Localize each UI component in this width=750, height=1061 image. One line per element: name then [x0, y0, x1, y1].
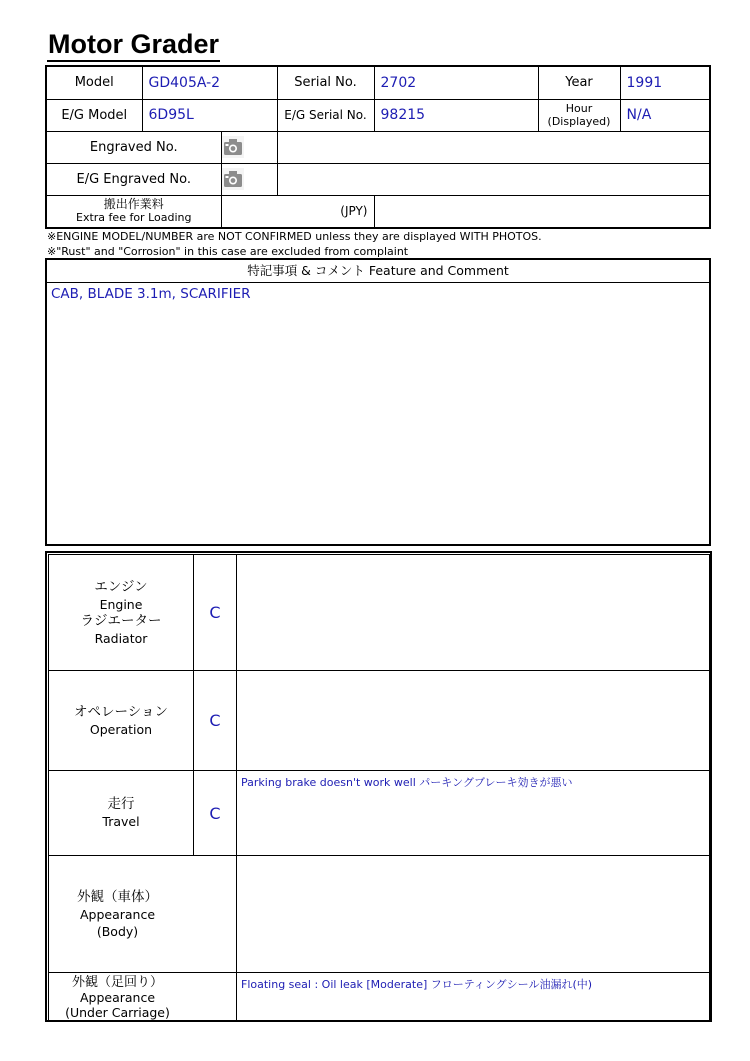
category-jp-2: ラジエーター	[80, 612, 162, 629]
fee-value	[374, 195, 710, 228]
hour-label	[538, 99, 620, 131]
engraved-value	[277, 131, 710, 163]
category-en: Operation	[89, 721, 153, 737]
page-title: Motor Grader	[47, 28, 220, 62]
eval-category	[49, 973, 237, 1022]
eval-row-engine	[49, 555, 710, 671]
category-jp: 外観（車体）	[77, 888, 158, 905]
camera-icon[interactable]	[222, 136, 244, 158]
eval-comment	[237, 856, 710, 973]
eval-comment	[237, 555, 710, 671]
eval-row-operation	[49, 671, 710, 771]
eg-serial-value: 98215	[374, 99, 538, 131]
camera-icon[interactable]	[222, 168, 244, 190]
serial-label: Serial No.	[277, 66, 374, 99]
serial-value: 2702	[374, 66, 538, 99]
eg-engraved-value	[277, 163, 710, 195]
info-table	[45, 65, 711, 229]
eval-comment: Parking brake doesn't work well パーキングブレーキ効きが悪い	[237, 771, 710, 856]
comment-header: 特記事項 & コメント Feature and Comment	[47, 260, 709, 283]
category-jp: 走行	[107, 796, 135, 812]
hour-label-line1: Hour	[565, 102, 593, 115]
year-label: Year	[538, 66, 620, 99]
eg-model-label: E/G Model	[46, 99, 142, 131]
eval-row-appearance-body	[49, 856, 710, 973]
model-label: Model	[46, 66, 142, 99]
fee-label-jp: 搬出作業料	[103, 197, 164, 212]
eval-category	[49, 671, 194, 771]
eval-category	[49, 856, 237, 973]
eval-category	[49, 555, 194, 671]
comment-box	[45, 258, 711, 546]
eval-comment: Floating seal : Oil leak [Moderate] フローティングシール油漏れ(中)	[237, 973, 710, 1022]
eg-engraved-photo-cell[interactable]	[221, 163, 277, 195]
eval-row-travel	[49, 771, 710, 856]
eval-category	[49, 771, 194, 856]
category-jp: オペレーション	[74, 703, 168, 720]
hour-label-line2: (Displayed)	[547, 115, 611, 128]
year-value: 1991	[620, 66, 710, 99]
eg-engraved-label: E/G Engraved No.	[46, 163, 221, 195]
note-rust: ※"Rust" and "Corrosion" in this case are excluded from complaint	[47, 245, 409, 258]
engraved-photo-cell[interactable]	[221, 131, 277, 163]
eval-grade: C	[194, 555, 237, 671]
comment-text: CAB, BLADE 3.1m, SCARIFIER	[51, 286, 251, 302]
eval-row-appearance-undercarriage	[49, 973, 710, 1022]
eg-model-value: 6D95L	[142, 99, 277, 131]
category-en: Travel	[102, 814, 140, 829]
hour-value: N/A	[620, 99, 710, 131]
evaluation-section	[45, 551, 712, 1022]
fee-label	[46, 195, 221, 228]
engraved-label: Engraved No.	[46, 131, 221, 163]
category-en-2: Radiator	[94, 630, 148, 646]
category-jp: エンジン	[94, 578, 148, 595]
note-engine: ※ENGINE MODEL/NUMBER are NOT CONFIRMED unless they are displayed WITH PHOTOS.	[47, 230, 542, 243]
eval-grade: C	[194, 671, 237, 771]
category-en-2: (Under Carriage)	[65, 1004, 170, 1020]
fee-label-en: Extra fee for Loading	[76, 211, 192, 225]
category-en: Appearance	[79, 989, 156, 1005]
eval-comment	[237, 671, 710, 771]
model-value: GD405A-2	[142, 66, 277, 99]
category-en: Appearance	[79, 906, 156, 922]
category-en-2: (Body)	[96, 923, 139, 939]
eval-grade: C	[194, 771, 237, 856]
category-en: Engine	[99, 596, 143, 612]
category-jp: 外観（足回り）	[71, 974, 163, 990]
evaluation-table	[48, 554, 710, 1022]
fee-unit: (JPY)	[221, 195, 374, 228]
eg-serial-label: E/G Serial No.	[277, 99, 374, 131]
